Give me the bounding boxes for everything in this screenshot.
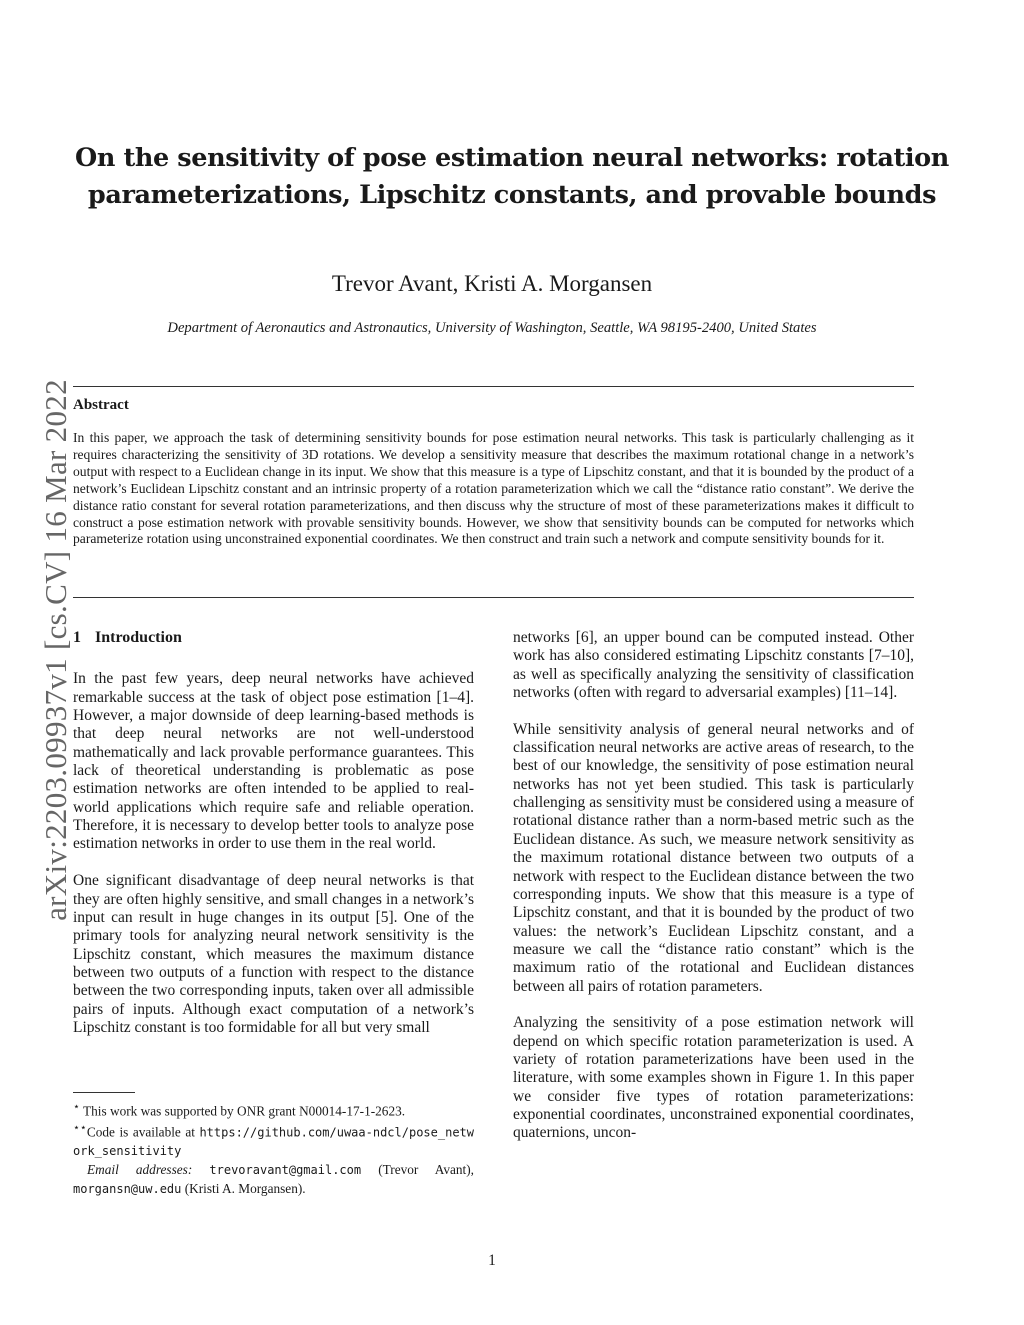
footnotes <box>73 1099 474 1199</box>
section-heading <box>73 629 474 647</box>
right-paragraph-2: While sensitivity analysis of general neural networks and of classification neural networks are active areas of research, to the best of our knowledge, the sensitivity of pose estimation neural networks has not yet been studied. This task is particularly challenging as sensitivity must be considered using a measure of rotational distance rather than a norm-based metric such as the Euclidean distance. As such, we measure network sensitivity as the maximum rotational distance between two outputs of a network with respect to the Euclidean distance between the two corresponding inputs. We show that this measure is a type of Lipschitz constant, and that it is bounded by the product of two values: the network’s Euclidean Lipschitz constant, and a measure we call the “distance ratio constant” which is the maximum ratio of the rotational and Euclidean distances between all pairs of rotation parameters. <box>513 720 914 995</box>
code-link[interactable]: https://github.com/uwaa-ndcl/pose_network_sensitivity <box>73 1125 474 1159</box>
arxiv-stamp: arXiv:2203.09937v1 [cs.CV] 16 Mar 2022 <box>38 379 73 921</box>
section-title: Introduction <box>95 629 182 646</box>
abstract-heading: Abstract <box>73 397 129 413</box>
paper-title <box>60 140 964 214</box>
footnote-1-mark: ⋆ <box>73 1101 80 1113</box>
email-link-morgansen[interactable]: morgansn@uw.edu <box>73 1182 182 1197</box>
abstract-top-rule <box>73 386 914 387</box>
right-paragraph-3: Analyzing the sensitivity of a pose estimation network will depend on which specific rotation parameterization is used. A variety of rotation parameterizations have been used in the literature, with some examples shown in Figure 1. In this paper we consider five types of rotation parameterizations: exponential coordinates, unconstrained exponential coordinates, quaternions, uncon- <box>513 1014 914 1142</box>
footnote-1 <box>73 1099 474 1120</box>
email-link-avant[interactable]: trevoravant@gmail.com <box>209 1163 362 1178</box>
title-line-1: On the sensitivity of pose estimation neural networks: rotation <box>75 143 949 173</box>
left-paragraph-1: In the past few years, deep neural networks have achieved remarkable success at the task of object pose estimation [1–4]. However, a major downside of deep learning-based methods is that deep neural networks are not well-understood mathematically and lack provable performance guarantees. This lack of theoretical understanding is problematic as pose estimation networks are often intended to be applied to real-world applications which require safe and reliable operation. Therefore, it is necessary to develop better tools to analyze pose estimation networks in order to use them in the real world. <box>73 670 474 853</box>
email-name-avant: (Trevor Avant), <box>361 1162 475 1178</box>
authors: Trevor Avant, Kristi A. Morgansen <box>331 271 653 296</box>
footnote-2 <box>73 1120 474 1161</box>
footnote-rule <box>73 1092 135 1093</box>
left-column <box>73 629 474 1056</box>
footnote-2-mark: ⋆⋆ <box>73 1122 87 1135</box>
footnote-emails <box>73 1161 474 1199</box>
abstract-bottom-rule <box>73 597 914 598</box>
right-paragraph-1: networks [6], an upper bound can be computed instead. Other work has also considered estimating Lipschitz constants [7–10], as well as specifically analyzing the sensitivity of classification networks (often with regard to adversarial examples) [11–14]. <box>513 629 914 702</box>
section-number: 1 <box>73 629 81 646</box>
email-name-morgansen: (Kristi A. Morgansen). <box>181 1181 306 1197</box>
right-column <box>513 629 914 1161</box>
abstract-text: In this paper, we approach the task of determining sensitivity bounds for pose estimation neural networks. This task is particularly challenging as it requires characterizing the sensitivity of 3D rotations. We develop a sensitivity measure that describes the maximum rotational change in a network’s output with respect to a Euclidean change in its input. We show that this measure is a type of Lipschitz constant, and that it is bounded by the product of a network’s Euclidean Lipschitz constant and an intrinsic property of a rotation parameterization which we call the “distance ratio constant”. We derive the distance ratio constant for several rotation parameterizations, and then discuss why the structure of most of these parameterizations makes it difficult to construct a pose estimation network with provable sensitivity bounds. However, we show that sensitivity bounds can be computed for networks which parameterize rotation using unconstrained exponential coordinates. We then construct and train such a network and compute sensitivity bounds for it. <box>73 430 914 547</box>
affiliation: Department of Aeronautics and Astronautics, University of Washington, Seattle, WA 98195-2400, United States <box>167 320 817 336</box>
left-paragraph-2: One significant disadvantage of deep neural networks is that they are often highly sensitive, and small changes in a network’s input can result in huge changes in its output [5]. One of the primary tools for analyzing neural network sensitivity is the Lipschitz constant, which measures the maximum distance between two outputs of a function with respect to the distance between the two corresponding inputs, taken over all admissible pairs of inputs. Although exact computation of a network’s Lipschitz constant is too formidable for all but very small <box>73 872 474 1036</box>
title-line-2: parameterizations, Lipschitz constants, and provable bounds <box>87 180 937 210</box>
email-label: Email addresses: <box>87 1162 193 1178</box>
page-number: 1 <box>488 1252 496 1269</box>
footnote-1-text: This work was supported by ONR grant N00014-17-1-2623. <box>79 1103 406 1119</box>
footnote-2-text: Code is available at <box>86 1124 200 1140</box>
